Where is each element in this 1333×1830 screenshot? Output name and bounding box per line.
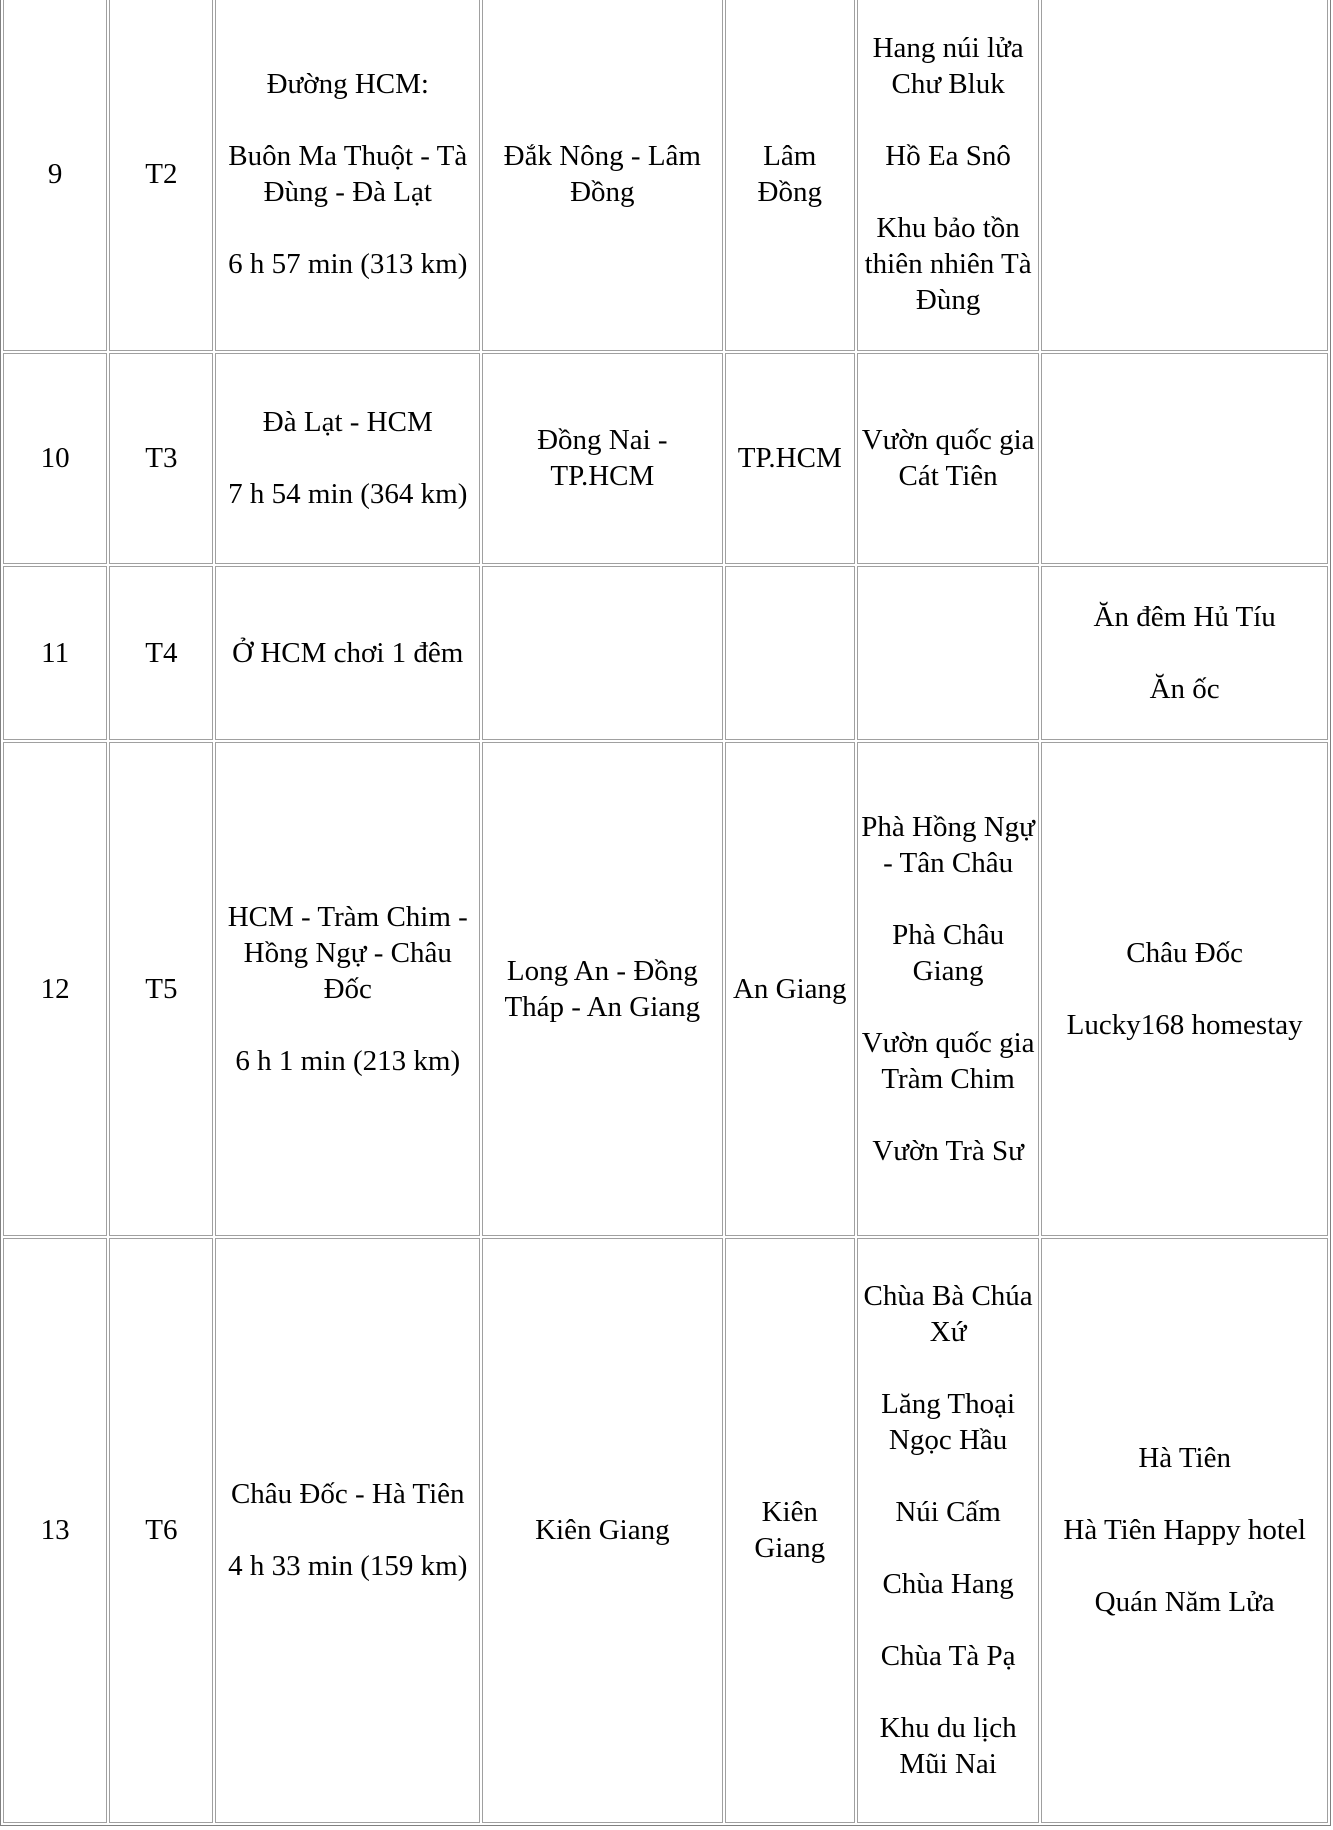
sight-item: Chùa Tà Pạ <box>880 1640 1016 1673</box>
overnight-line: Kiên Giang <box>754 1496 826 1565</box>
weekday: T6 <box>145 1514 178 1547</box>
route-line: 7 h 54 min (364 km) <box>228 478 468 511</box>
provinces-cell <box>482 0 723 351</box>
route-line: Đường HCM: <box>266 67 429 100</box>
sight-item: Hang núi lửa Chư Bluk <box>872 31 1024 100</box>
day-number: 11 <box>41 636 70 669</box>
table-row <box>3 1238 1328 1823</box>
provinces-cell <box>482 566 723 740</box>
weekday-cell <box>109 566 213 740</box>
weekday: T3 <box>145 442 178 475</box>
sight-item: Phà Châu Giang <box>892 918 1005 987</box>
route-line: Buôn Ma Thuột - Tà Đùng - Đà Lạt <box>228 139 468 208</box>
provinces-cell <box>482 353 723 564</box>
route-line: 6 h 1 min (213 km) <box>235 1044 461 1077</box>
weekday: T4 <box>145 636 178 669</box>
province-line: Long An - Đồng Tháp - An Giang <box>504 954 701 1023</box>
weekday: T2 <box>145 157 178 190</box>
sight-item: Chùa Bà Chúa Xứ <box>863 1280 1033 1349</box>
sight-item: Chùa Hang <box>882 1568 1014 1601</box>
weekday: T5 <box>145 972 178 1005</box>
province-line: Kiên Giang <box>535 1514 670 1547</box>
notes-cell <box>1041 1238 1328 1823</box>
sights-cell <box>857 353 1039 564</box>
route-cell <box>215 353 480 564</box>
day-number: 9 <box>47 157 63 190</box>
route-line: 4 h 33 min (159 km) <box>228 1550 468 1583</box>
provinces-cell <box>482 1238 723 1823</box>
overnight-cell <box>725 353 855 564</box>
notes-cell <box>1041 742 1328 1236</box>
route-cell <box>215 0 480 351</box>
sights-cell <box>857 1238 1039 1823</box>
day-number-cell <box>3 0 107 351</box>
table-row <box>3 353 1328 564</box>
sight-item: Núi Cấm <box>895 1496 1001 1529</box>
sight-item: Vườn quốc gia Cát Tiên <box>861 424 1035 493</box>
overnight-line: Lâm Đồng <box>757 139 822 208</box>
overnight-line: An Giang <box>732 972 847 1005</box>
weekday-cell <box>109 353 213 564</box>
sights-cell <box>857 0 1039 351</box>
province-line: Đồng Nai - TP.HCM <box>537 424 668 493</box>
route-line: HCM - Tràm Chim - Hồng Ngự - Châu Đốc <box>227 900 468 1005</box>
day-number-cell <box>3 353 107 564</box>
day-number-cell <box>3 566 107 740</box>
overnight-cell <box>725 566 855 740</box>
route-cell <box>215 1238 480 1823</box>
note-item: Hà Tiên <box>1138 1442 1231 1475</box>
day-number-cell <box>3 1238 107 1823</box>
day-number: 10 <box>40 442 70 475</box>
day-number-cell <box>3 742 107 1236</box>
day-number: 12 <box>40 972 70 1005</box>
table-row <box>3 742 1328 1236</box>
overnight-cell <box>725 0 855 351</box>
sight-item: Khu du lịch Mũi Nai <box>879 1712 1017 1781</box>
note-item: Ăn ốc <box>1149 672 1220 705</box>
notes-cell <box>1041 353 1328 564</box>
sight-item: Phà Hồng Ngự - Tân Châu <box>861 810 1035 879</box>
sights-cell <box>857 566 1039 740</box>
note-item: Châu Đốc <box>1126 936 1244 969</box>
table-row <box>3 566 1328 740</box>
route-line: 6 h 57 min (313 km) <box>228 247 468 280</box>
sight-item: Vườn Trà Sư <box>872 1134 1024 1167</box>
table-row <box>3 0 1328 351</box>
sight-item: Lăng Thoại Ngọc Hầu <box>881 1388 1016 1457</box>
notes-cell <box>1041 566 1328 740</box>
route-line: Ở HCM chơi 1 đêm <box>232 636 464 669</box>
notes-cell <box>1041 0 1328 351</box>
weekday-cell <box>109 0 213 351</box>
sight-item: Khu bảo tồn thiên nhiên Tà Đùng <box>864 211 1032 316</box>
route-cell <box>215 566 480 740</box>
overnight-cell <box>725 1238 855 1823</box>
provinces-cell <box>482 742 723 1236</box>
note-item: Hà Tiên Happy hotel <box>1063 1514 1306 1547</box>
note-item: Ăn đêm Hủ Tíu <box>1093 600 1276 633</box>
sight-item: Vườn quốc gia Tràm Chim <box>861 1026 1035 1095</box>
weekday-cell <box>109 1238 213 1823</box>
itinerary-body <box>3 0 1328 1823</box>
weekday-cell <box>109 742 213 1236</box>
note-item: Lucky168 homestay <box>1066 1008 1303 1041</box>
overnight-line: TP.HCM <box>737 442 842 475</box>
day-number: 13 <box>40 1514 70 1547</box>
route-line: Đà Lạt - HCM <box>262 406 433 439</box>
sights-cell <box>857 742 1039 1236</box>
sight-item: Hồ Ea Snô <box>885 139 1011 172</box>
route-line: Châu Đốc - Hà Tiên <box>230 1478 465 1511</box>
overnight-cell <box>725 742 855 1236</box>
note-item: Quán Năm Lửa <box>1094 1586 1275 1619</box>
province-line: Đắk Nông - Lâm Đồng <box>503 139 701 208</box>
route-cell <box>215 742 480 1236</box>
